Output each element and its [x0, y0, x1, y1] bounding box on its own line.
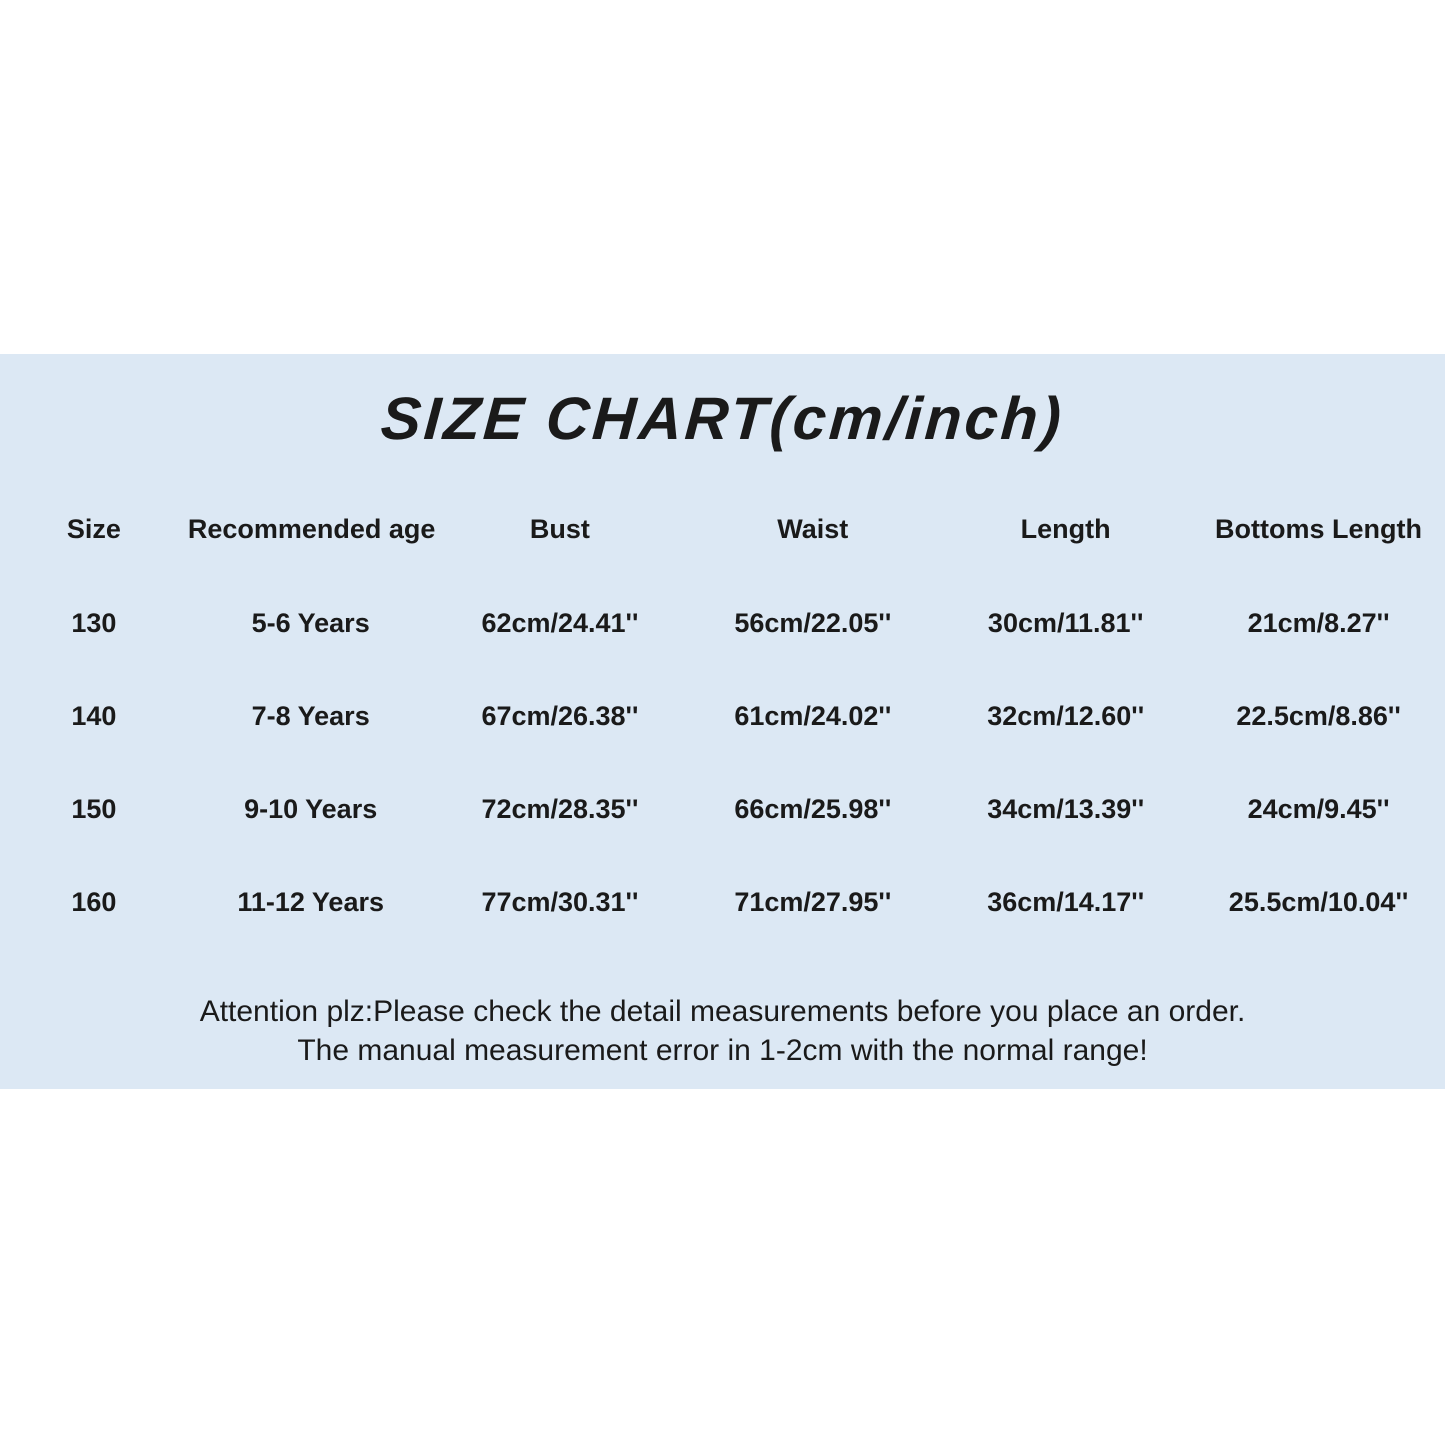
cell-bust: 77cm/30.31''	[481, 887, 639, 917]
attention-line-1: Attention plz:Please check the detail measurements before you place an order.	[199, 995, 1246, 1028]
attention-line-2: The manual measurement error in 1-2cm with the normal range!	[297, 1034, 1148, 1067]
cell-age: 11-12 Years	[237, 887, 384, 917]
cell-size: 150	[71, 794, 117, 824]
table-row	[0, 887, 1445, 918]
header-length: Length	[1020, 514, 1111, 544]
cell-waist: 71cm/27.95''	[734, 887, 892, 917]
cell-age: 7-8 Years	[251, 701, 370, 731]
size-chart-panel	[0, 354, 1445, 1089]
cell-length: 34cm/13.39''	[987, 794, 1145, 824]
cell-bottoms-length: 22.5cm/8.86''	[1236, 701, 1401, 731]
cell-size: 130	[71, 608, 117, 638]
cell-age: 9-10 Years	[244, 794, 378, 824]
header-bottoms-length: Bottoms Length	[1215, 514, 1423, 544]
cell-waist: 61cm/24.02''	[734, 701, 892, 731]
cell-waist: 56cm/22.05''	[734, 608, 892, 638]
cell-bottoms-length: 21cm/8.27''	[1247, 608, 1390, 638]
header-size: Size	[66, 514, 121, 544]
cell-bottoms-length: 24cm/9.45''	[1247, 794, 1390, 824]
table-row	[0, 608, 1445, 639]
cell-bust: 62cm/24.41''	[481, 608, 639, 638]
cell-age: 5-6 Years	[251, 608, 370, 638]
header-bust: Bust	[529, 514, 590, 544]
cell-length: 36cm/14.17''	[987, 887, 1145, 917]
header-recommended-age: Recommended age	[187, 514, 436, 544]
header-waist: Waist	[777, 514, 849, 544]
cell-length: 32cm/12.60''	[987, 701, 1145, 731]
cell-bust: 67cm/26.38''	[481, 701, 639, 731]
cell-length: 30cm/11.81''	[987, 608, 1144, 638]
cell-waist: 66cm/25.98''	[734, 794, 892, 824]
cell-size: 160	[71, 887, 117, 917]
cell-bottoms-length: 25.5cm/10.04''	[1228, 887, 1409, 917]
attention-note	[0, 992, 1445, 1070]
cell-size: 140	[71, 701, 117, 731]
table-row	[0, 701, 1445, 732]
table-header-row	[0, 514, 1445, 545]
cell-bust: 72cm/28.35''	[481, 794, 639, 824]
table-row	[0, 794, 1445, 825]
size-chart-title: SIZE CHART(cm/inch)	[378, 385, 1067, 452]
